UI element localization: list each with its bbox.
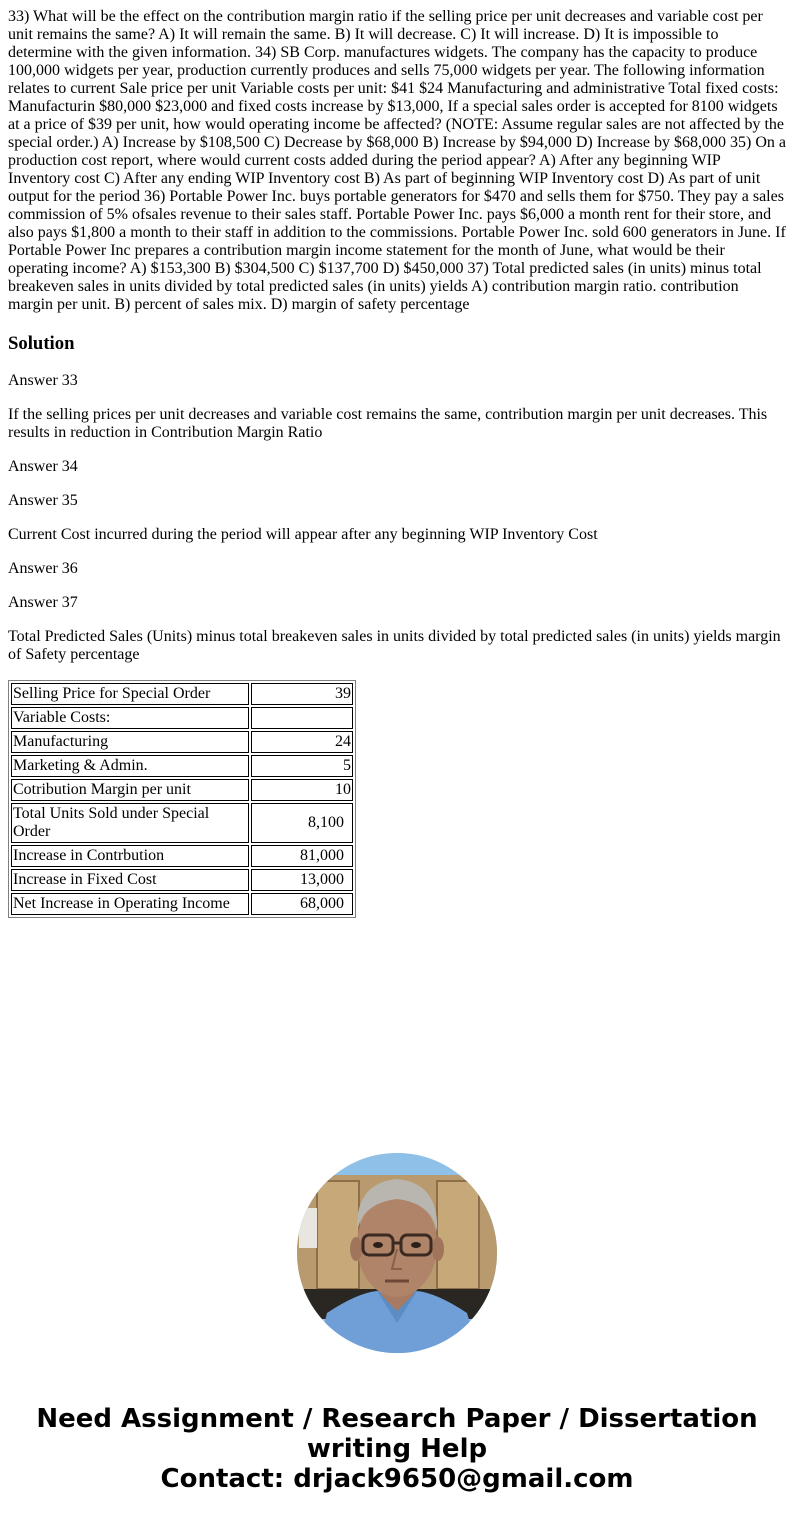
row-label: Variable Costs: xyxy=(11,707,249,729)
row-value: 10 xyxy=(251,779,353,801)
row-label: Increase in Fixed Cost xyxy=(11,869,249,891)
answer-34-heading: Answer 34 xyxy=(8,458,78,475)
table-row xyxy=(11,803,353,843)
promo-line-2: writing Help xyxy=(306,1434,488,1464)
answer-35-text: Current Cost incurred during the period will appear after any beginning WIP Inventory Cost xyxy=(8,526,598,543)
author-avatar xyxy=(297,1153,497,1353)
table-row xyxy=(11,845,353,867)
row-value: 39 xyxy=(251,683,353,705)
special-order-calculation-table xyxy=(8,680,356,918)
question-text: 33) What will be the effect on the contribution margin ratio if the selling price per unit decreases and variable cost per unit remains the same? A) It will remain the same. B) It will decrease. C) It will increase. D) It is impossible to determine with the given information. 34) SB Corp. manufactures widgets. The company has the capacity to produce 100,000 widgets per year, production currently produces and sells 75,000 widgets per year. The following information relates to current Sale price per unit Variable costs per unit: $41 $24 Manufacturing and administrative Total fixed costs: Manufacturin $80,000 $23,000 and fixed costs increase by $13,000, If a special sales order is accepted for 8100 widgets at a price of $39 per unit, how would operating income be affected? (NOTE: Assume regular sales are not affected by the special order.) A) Increase by $108,500 C) Decrease by $68,000 B) Increase by $94,000 D) Increase by $68,000 35) On a production cost report, where would current costs added during the period appear? A) After any beginning WIP Inventory cost C) After any ending WIP Inventory cost B) As part of beginning WIP Inventory cost D) As part of unit output for the period 36) Portable Power Inc. buys portable generators for $470 and sells them for $750. They pay a sales commission of 5% ofsales revenue to their sales staff. Portable Power Inc. pays $6,000 a month rent for their store, and also pays $1,800 a month to their staff in addition to the commissions. Portable Power Inc. sold 600 generators in June. If Portable Power Inc prepares a contribution margin income statement for the month of June, what would be their operating income? A) $153,300 B) $304,500 C) $137,700 D) $450,000 37) Total predicted sales (in units) minus total breakeven sales in units divided by total predicted sales (in units) yields A) contribution margin ratio. contribution margin per unit. B) percent of sales mix. D) margin of safety percentage xyxy=(8,8,786,313)
table-row xyxy=(11,707,353,729)
promo-line-1: Need Assignment / Research Paper / Dissertation xyxy=(36,1404,758,1434)
table-row xyxy=(11,779,353,801)
row-value xyxy=(251,707,353,729)
row-label: Marketing & Admin. xyxy=(11,755,249,777)
answer-35-heading: Answer 35 xyxy=(8,492,78,509)
promo-banner xyxy=(0,1404,794,1494)
row-label: Selling Price for Special Order xyxy=(11,683,249,705)
answer-33-text: If the selling prices per unit decreases and variable cost remains the same, contribution margin per unit decreases. This results in reduction in Contribution Margin Ratio xyxy=(8,406,768,441)
row-label: Total Units Sold under Special Order xyxy=(11,803,249,843)
row-label: Increase in Contrbution xyxy=(11,845,249,867)
solution-heading: Solution xyxy=(8,333,75,354)
row-value: 13,000 xyxy=(251,869,353,891)
row-label: Net Increase in Operating Income xyxy=(11,893,249,915)
row-value: 81,000 xyxy=(251,845,353,867)
answer-37-text: Total Predicted Sales (Units) minus total breakeven sales in units divided by total predicted sales (in units) yields margin of Safety percentage xyxy=(8,628,781,663)
row-value: 68,000 xyxy=(251,893,353,915)
row-value: 8,100 xyxy=(251,803,353,843)
table-row xyxy=(11,893,353,915)
row-value: 24 xyxy=(251,731,353,753)
person-photo-avatar-icon xyxy=(297,1153,497,1353)
row-value: 5 xyxy=(251,755,353,777)
table-row xyxy=(11,869,353,891)
table-row xyxy=(11,731,353,753)
answer-33-heading: Answer 33 xyxy=(8,372,78,389)
answer-36-heading: Answer 36 xyxy=(8,560,78,577)
table-row xyxy=(11,683,353,705)
table-row xyxy=(11,755,353,777)
row-label: Manufacturing xyxy=(11,731,249,753)
row-label: Cotribution Margin per unit xyxy=(11,779,249,801)
answer-37-heading: Answer 37 xyxy=(8,594,78,611)
promo-contact-email: Contact: drjack9650@gmail.com xyxy=(160,1464,634,1494)
